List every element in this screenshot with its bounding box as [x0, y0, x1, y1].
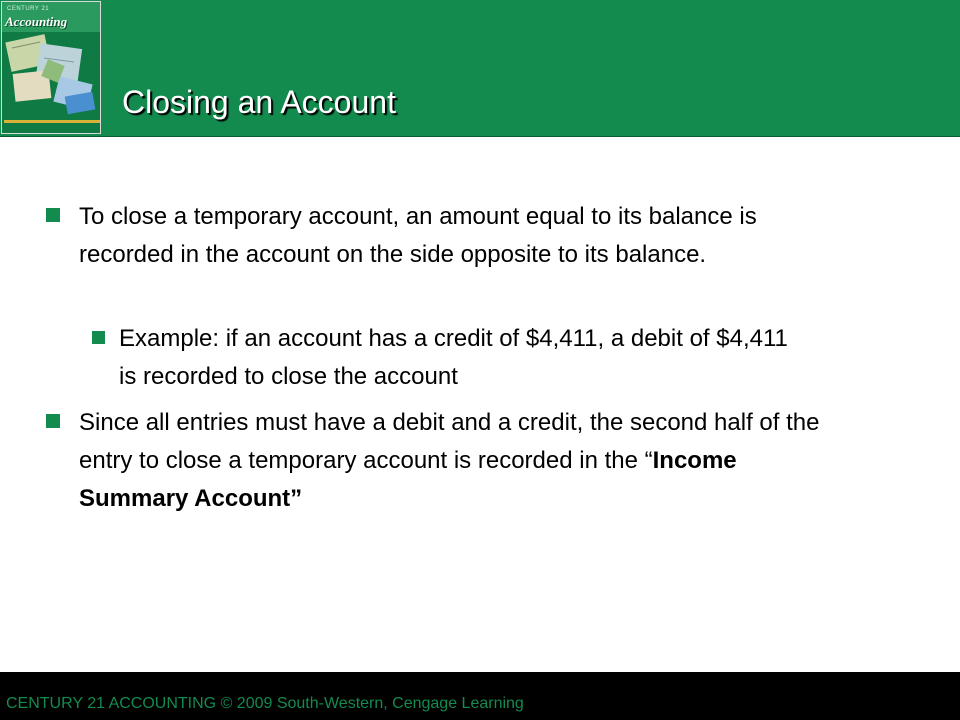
bullet-square-icon — [46, 208, 60, 222]
copyright-text: CENTURY 21 ACCOUNTING © 2009 South-Western, Cengage Learning — [6, 695, 524, 712]
income-summary-account-emphasis: Income Summary Account” — [79, 447, 737, 512]
bullet-text: To close a temporary account, an amount equal to its balance is recorded in the account on the side opposite to its balance. — [79, 203, 757, 268]
bullet-square-icon — [46, 414, 60, 428]
slide-title: Closing an Account — [122, 84, 396, 120]
footer-bar — [0, 672, 960, 720]
cover-series-text: CENTURY 21 — [7, 6, 50, 12]
bullet-text-prefix: Since all entries must have a debit and a credit, the second half of the entry to close a temporary account is recorded in the “ — [79, 409, 820, 474]
sub-bullet-square-icon — [92, 331, 105, 344]
cover-logo: Accounting — [5, 14, 68, 29]
sub-bullet-text: Example: if an account has a credit of $4,411, a debit of $4,411 is recorded to close the account — [119, 325, 788, 390]
bullet-text — [79, 404, 849, 518]
